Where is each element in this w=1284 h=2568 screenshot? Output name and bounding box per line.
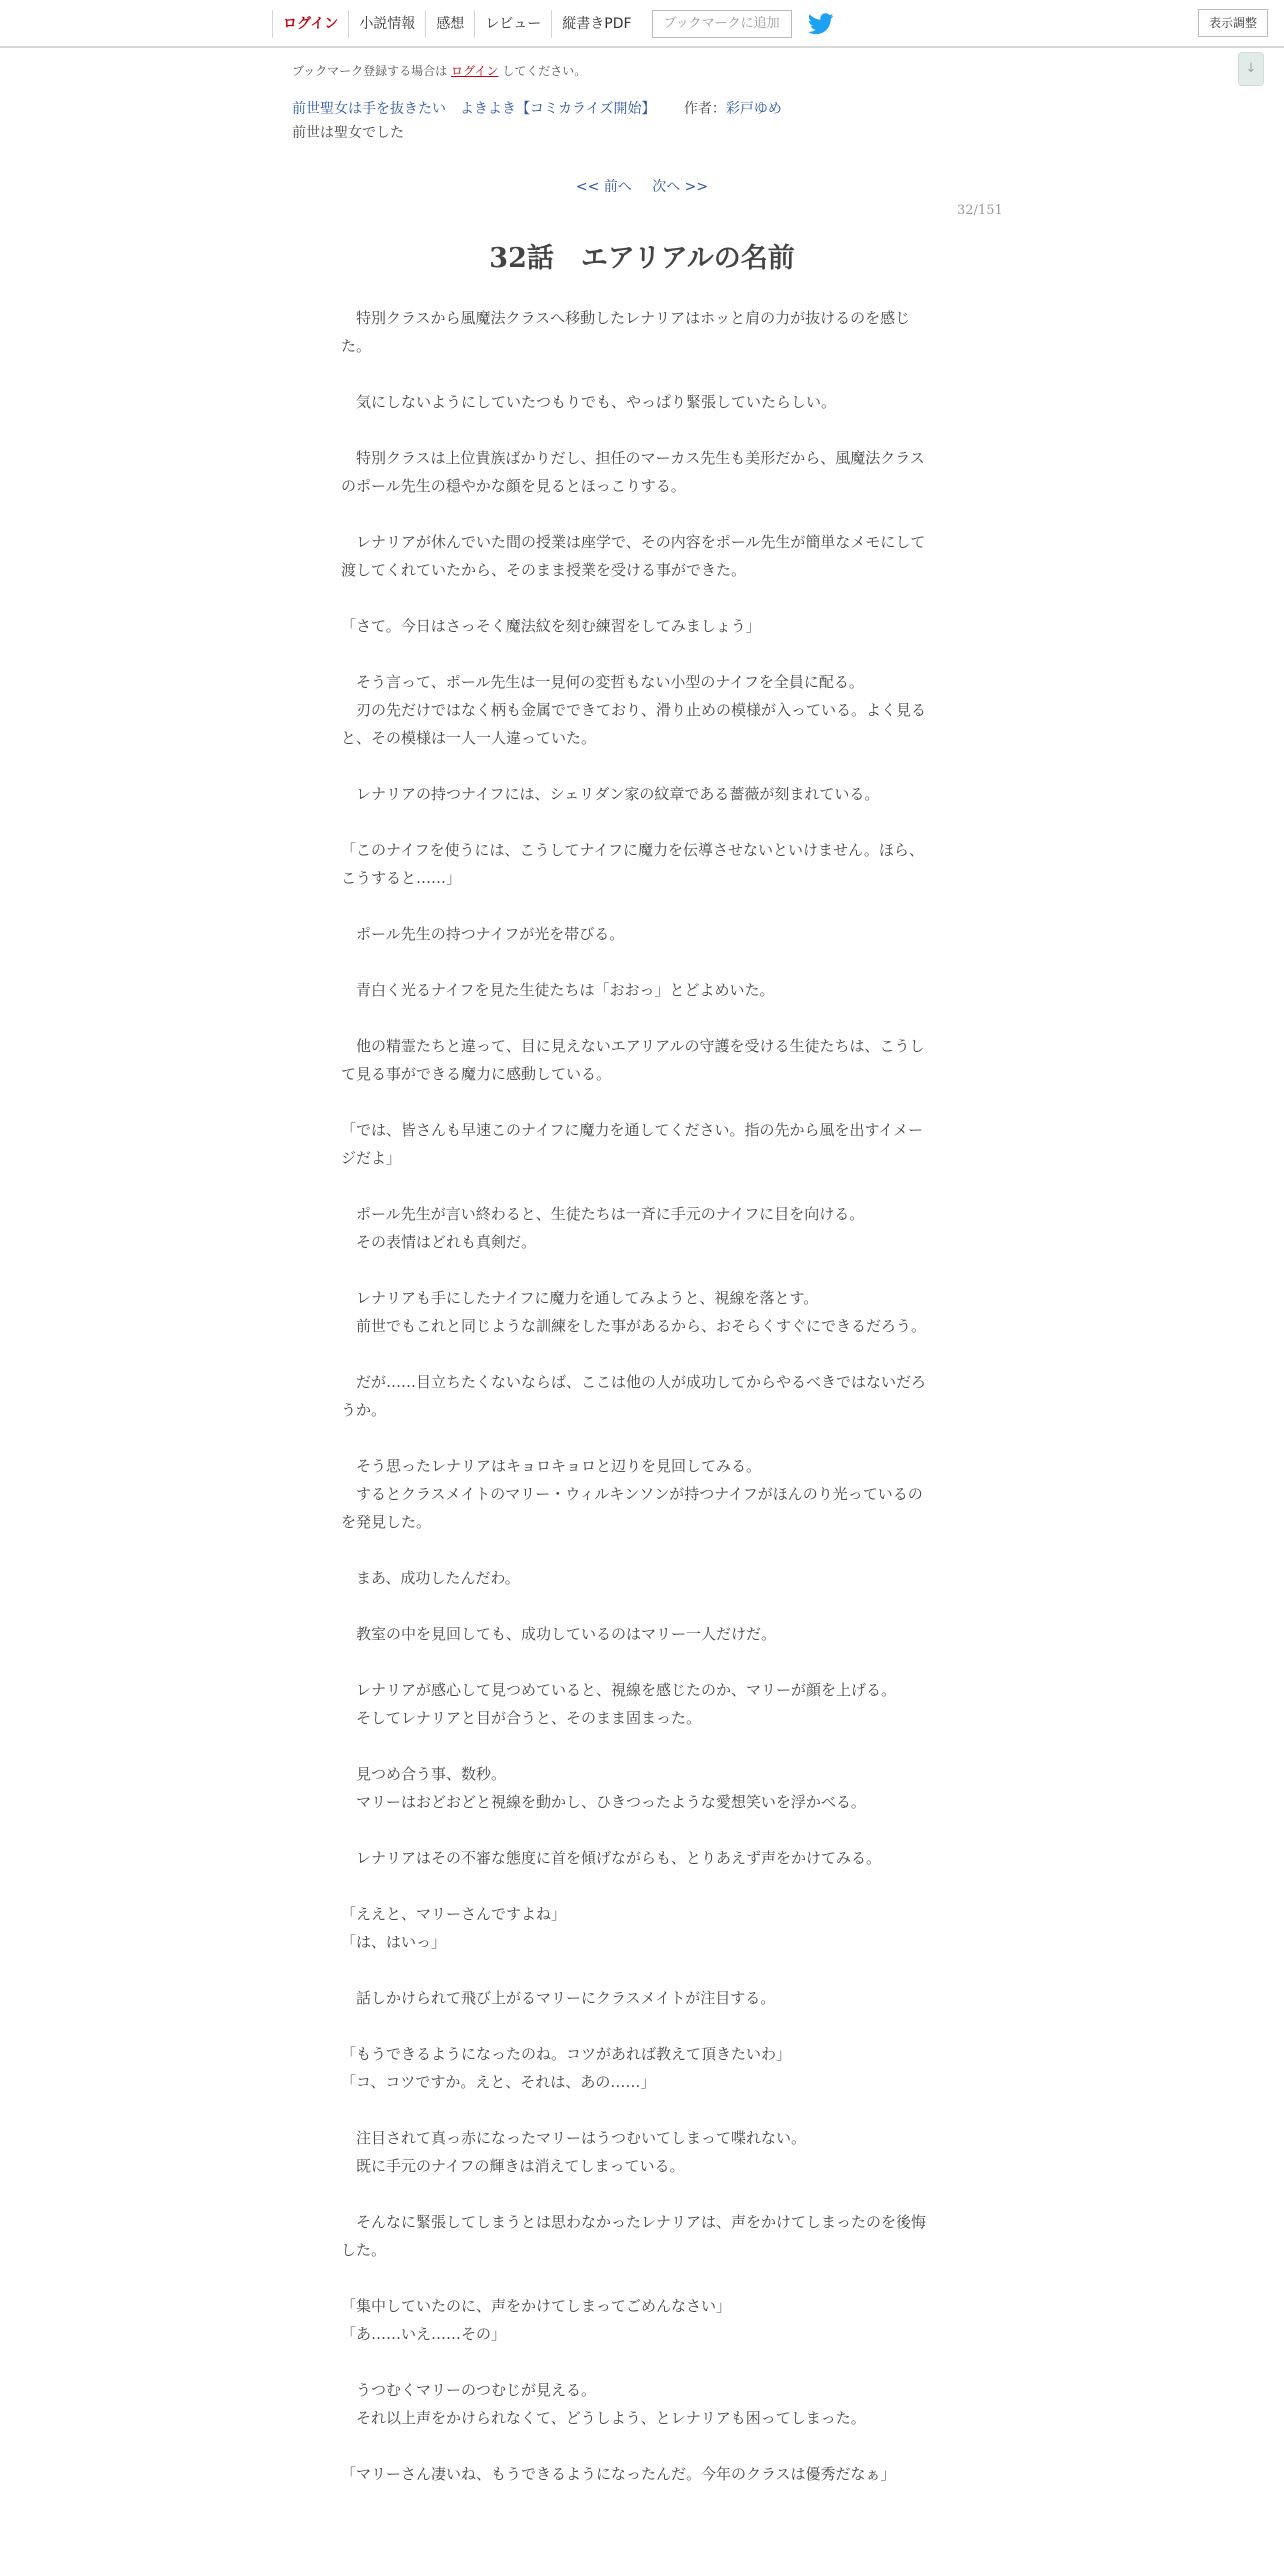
body-paragraph: 「コ、コツですか。えと、それは、あの……」	[341, 2073, 656, 2091]
blank-line	[341, 752, 937, 780]
bookmark-note-suffix: してください。	[502, 64, 587, 78]
prev-episode-link[interactable]: << 前へ	[575, 179, 632, 195]
body-paragraph: その表情はどれも真剣だ。	[341, 1233, 537, 1251]
body-paragraph: 見つめ合う事、数秒。	[341, 1765, 507, 1783]
blank-line	[341, 1088, 937, 1116]
body-paragraph: そしてレナリアと目が合うと、そのまま固まった。	[341, 1709, 702, 1727]
blank-line	[341, 500, 937, 528]
twitter-bird-icon	[808, 13, 834, 35]
blank-line	[341, 808, 937, 836]
blank-line	[341, 1592, 937, 1620]
body-paragraph: まあ、成功したんだわ。	[341, 1569, 520, 1587]
blank-line	[341, 1648, 937, 1676]
blank-line	[341, 1732, 937, 1760]
nav-menu	[272, 10, 834, 38]
episode-counter: 32/151	[957, 203, 1003, 218]
body-paragraph: 「もうできるようになったのね。コツがあれば教えて頂きたいわ」	[341, 2045, 792, 2063]
body-paragraph: レナリアの持つナイフには、シェリダン家の紋章である薔薇が刻まれている。	[341, 785, 880, 803]
body-paragraph: そう言って、ポール先生は一見何の変哲もない小型のナイフを全員に配る。	[341, 673, 864, 691]
twitter-share-icon[interactable]	[808, 13, 834, 35]
blank-line	[341, 2432, 937, 2460]
bookmark-login-note	[292, 62, 586, 79]
blank-line	[341, 2012, 937, 2040]
body-paragraph: 「集中していたのに、声をかけてしまってごめんなさい」	[341, 2297, 732, 2315]
blank-line	[341, 360, 937, 388]
display-adjust-button[interactable]: 表示調整	[1198, 9, 1268, 37]
body-paragraph: 特別クラスから風魔法クラスへ移動したレナリアはホッと肩の力が抜けるのを感じた。	[341, 309, 911, 355]
body-paragraph: 「は、はいっ」	[341, 1933, 447, 1951]
author-label: 作者：	[683, 101, 726, 117]
nav-review-link[interactable]: レビュー	[474, 10, 551, 38]
body-paragraph: レナリアが休んでいた間の授業は座学で、その内容をポール先生が簡単なメモにして渡してくれていたから、そのまま授業を受ける事ができた。	[341, 533, 926, 579]
body-paragraph: 話しかけられて飛び上がるマリーにクラスメイトが注目する。	[341, 1989, 776, 2007]
body-paragraph: 「では、皆さんも早速このナイフに魔力を通してください。指の先から風を出すイメージだよ」	[341, 1121, 924, 1167]
blank-line	[341, 2264, 937, 2292]
blank-line	[341, 1424, 937, 1452]
body-paragraph: するとクラスメイトのマリー・ウィルキンソンが持つナイフがほんのり光っているのを発見した。	[341, 1485, 923, 1531]
body-paragraph: 前世でもこれと同じような訓練をした事があるから、おそらくすぐにできるだろう。	[341, 1317, 927, 1335]
body-paragraph: 青白く光るナイフを見た生徒たちは「おおっ」とどよめいた。	[341, 981, 775, 999]
scroll-down-handle[interactable]: ↓	[1238, 52, 1264, 86]
blank-line	[341, 1872, 937, 1900]
body-paragraph: 教室の中を見回しても、成功しているのはマリー一人だけだ。	[341, 1625, 777, 1643]
bookmark-note-prefix: ブックマーク登録する場合は	[292, 64, 448, 78]
body-paragraph: 刃の先だけではなく柄も金属でできており、滑り止めの模様が入っている。よく見ると、その模様は一人一人違っていた。	[341, 701, 927, 747]
blank-line	[341, 1172, 937, 1200]
body-paragraph: 気にしないようにしていたつもりでも、やっぱり緊張していたらしい。	[341, 393, 837, 411]
body-paragraph: 「このナイフを使うには、こうしてナイフに魔力を伝導させないといけません。ほら、こうすると……」	[341, 841, 924, 887]
body-paragraph: 「マリーさん凄いね、もうできるようになったんだ。今年のクラスは優秀だなぁ」	[341, 2465, 896, 2483]
blank-line	[341, 1536, 937, 1564]
nav-login-link[interactable]: ログイン	[272, 10, 348, 38]
blank-line	[341, 948, 937, 976]
episode-pager	[0, 176, 1284, 196]
blank-line	[341, 416, 937, 444]
blank-line	[341, 584, 937, 612]
body-paragraph: うつむくマリーのつむじが見える。	[341, 2381, 597, 2399]
nav-vertical-pdf-link[interactable]: 縦書きPDF	[551, 10, 641, 38]
nav-novel-info-link[interactable]: 小説情報	[348, 10, 425, 38]
body-paragraph: レナリアはその不審な態度に首を傾げながらも、とりあえず声をかけてみる。	[341, 1849, 882, 1867]
top-navigation	[0, 0, 1284, 48]
episode-title: 32話 エアリアルの名前	[489, 243, 795, 274]
body-paragraph: 「さて。今日はさっそく魔法紋を刻む練習をしてみましょう」	[341, 617, 761, 635]
blank-line	[341, 640, 937, 668]
next-episode-link[interactable]: 次へ >>	[652, 179, 709, 195]
blank-line	[341, 1956, 937, 1984]
body-paragraph: だが……目立ちたくないならば、ここは他の人が成功してからやるべきではないだろうか。	[341, 1373, 927, 1419]
novel-title-link[interactable]: 前世聖女は手を抜きたい よきよき【コミカライズ開始】	[292, 101, 656, 117]
body-paragraph: ポール先生が言い終わると、生徒たちは一斉に手元のナイフに目を向ける。	[341, 1205, 865, 1223]
body-paragraph: レナリアも手にしたナイフに魔力を通してみようと、視線を落とす。	[341, 1289, 819, 1307]
body-paragraph: ポール先生の持つナイフが光を帯びる。	[341, 925, 625, 943]
novel-info-line	[292, 98, 782, 118]
body-paragraph: レナリアが感心して見つめていると、視線を感じたのか、マリーが顔を上げる。	[341, 1681, 897, 1699]
body-paragraph: そんなに緊張してしまうとは思わなかったレナリアは、声をかけてしまったのを後悔した。	[341, 2213, 927, 2259]
blank-line	[341, 1004, 937, 1032]
chapter-group-title: 前世は聖女でした	[292, 125, 404, 141]
body-paragraph: マリーはおどおどと視線を動かし、ひきつったような愛想笑いを浮かべる。	[341, 1793, 866, 1811]
body-paragraph: 特別クラスは上位貴族ばかりだし、担任のマーカス先生も美形だから、風魔法クラスのポール先生の穏やかな顔を見るとほっこりする。	[341, 449, 925, 495]
novel-body-text	[341, 304, 937, 2488]
body-paragraph: 注目されて真っ赤になったマリーはうつむいてしまって喋れない。	[341, 2129, 807, 2147]
blank-line	[341, 1256, 937, 1284]
blank-line	[341, 2348, 937, 2376]
body-paragraph: そう思ったレナリアはキョロキョロと辺りを見回してみる。	[341, 1457, 762, 1475]
body-paragraph: それ以上声をかけられなくて、どうしよう、とレナリアも困ってしまった。	[341, 2409, 866, 2427]
blank-line	[341, 892, 937, 920]
body-paragraph: 「あ……いえ……その」	[341, 2325, 507, 2343]
blank-line	[341, 1816, 937, 1844]
body-paragraph: 「ええと、マリーさんですよね」	[341, 1905, 567, 1923]
blank-line	[341, 1340, 937, 1368]
body-paragraph: 既に手元のナイフの輝きは消えてしまっている。	[341, 2157, 685, 2175]
author-link[interactable]: 彩戸ゆめ	[725, 101, 782, 117]
bookmark-add-button[interactable]: ブックマークに追加	[652, 10, 792, 38]
body-paragraph: 他の精霊たちと違って、目に見えないエアリアルの守護を受ける生徒たちは、こうして見る事ができる魔力に感動している。	[341, 1037, 925, 1083]
blank-line	[341, 2180, 937, 2208]
blank-line	[341, 2096, 937, 2124]
bookmark-note-login-link[interactable]: ログイン	[451, 64, 499, 78]
nav-impressions-link[interactable]: 感想	[425, 10, 474, 38]
